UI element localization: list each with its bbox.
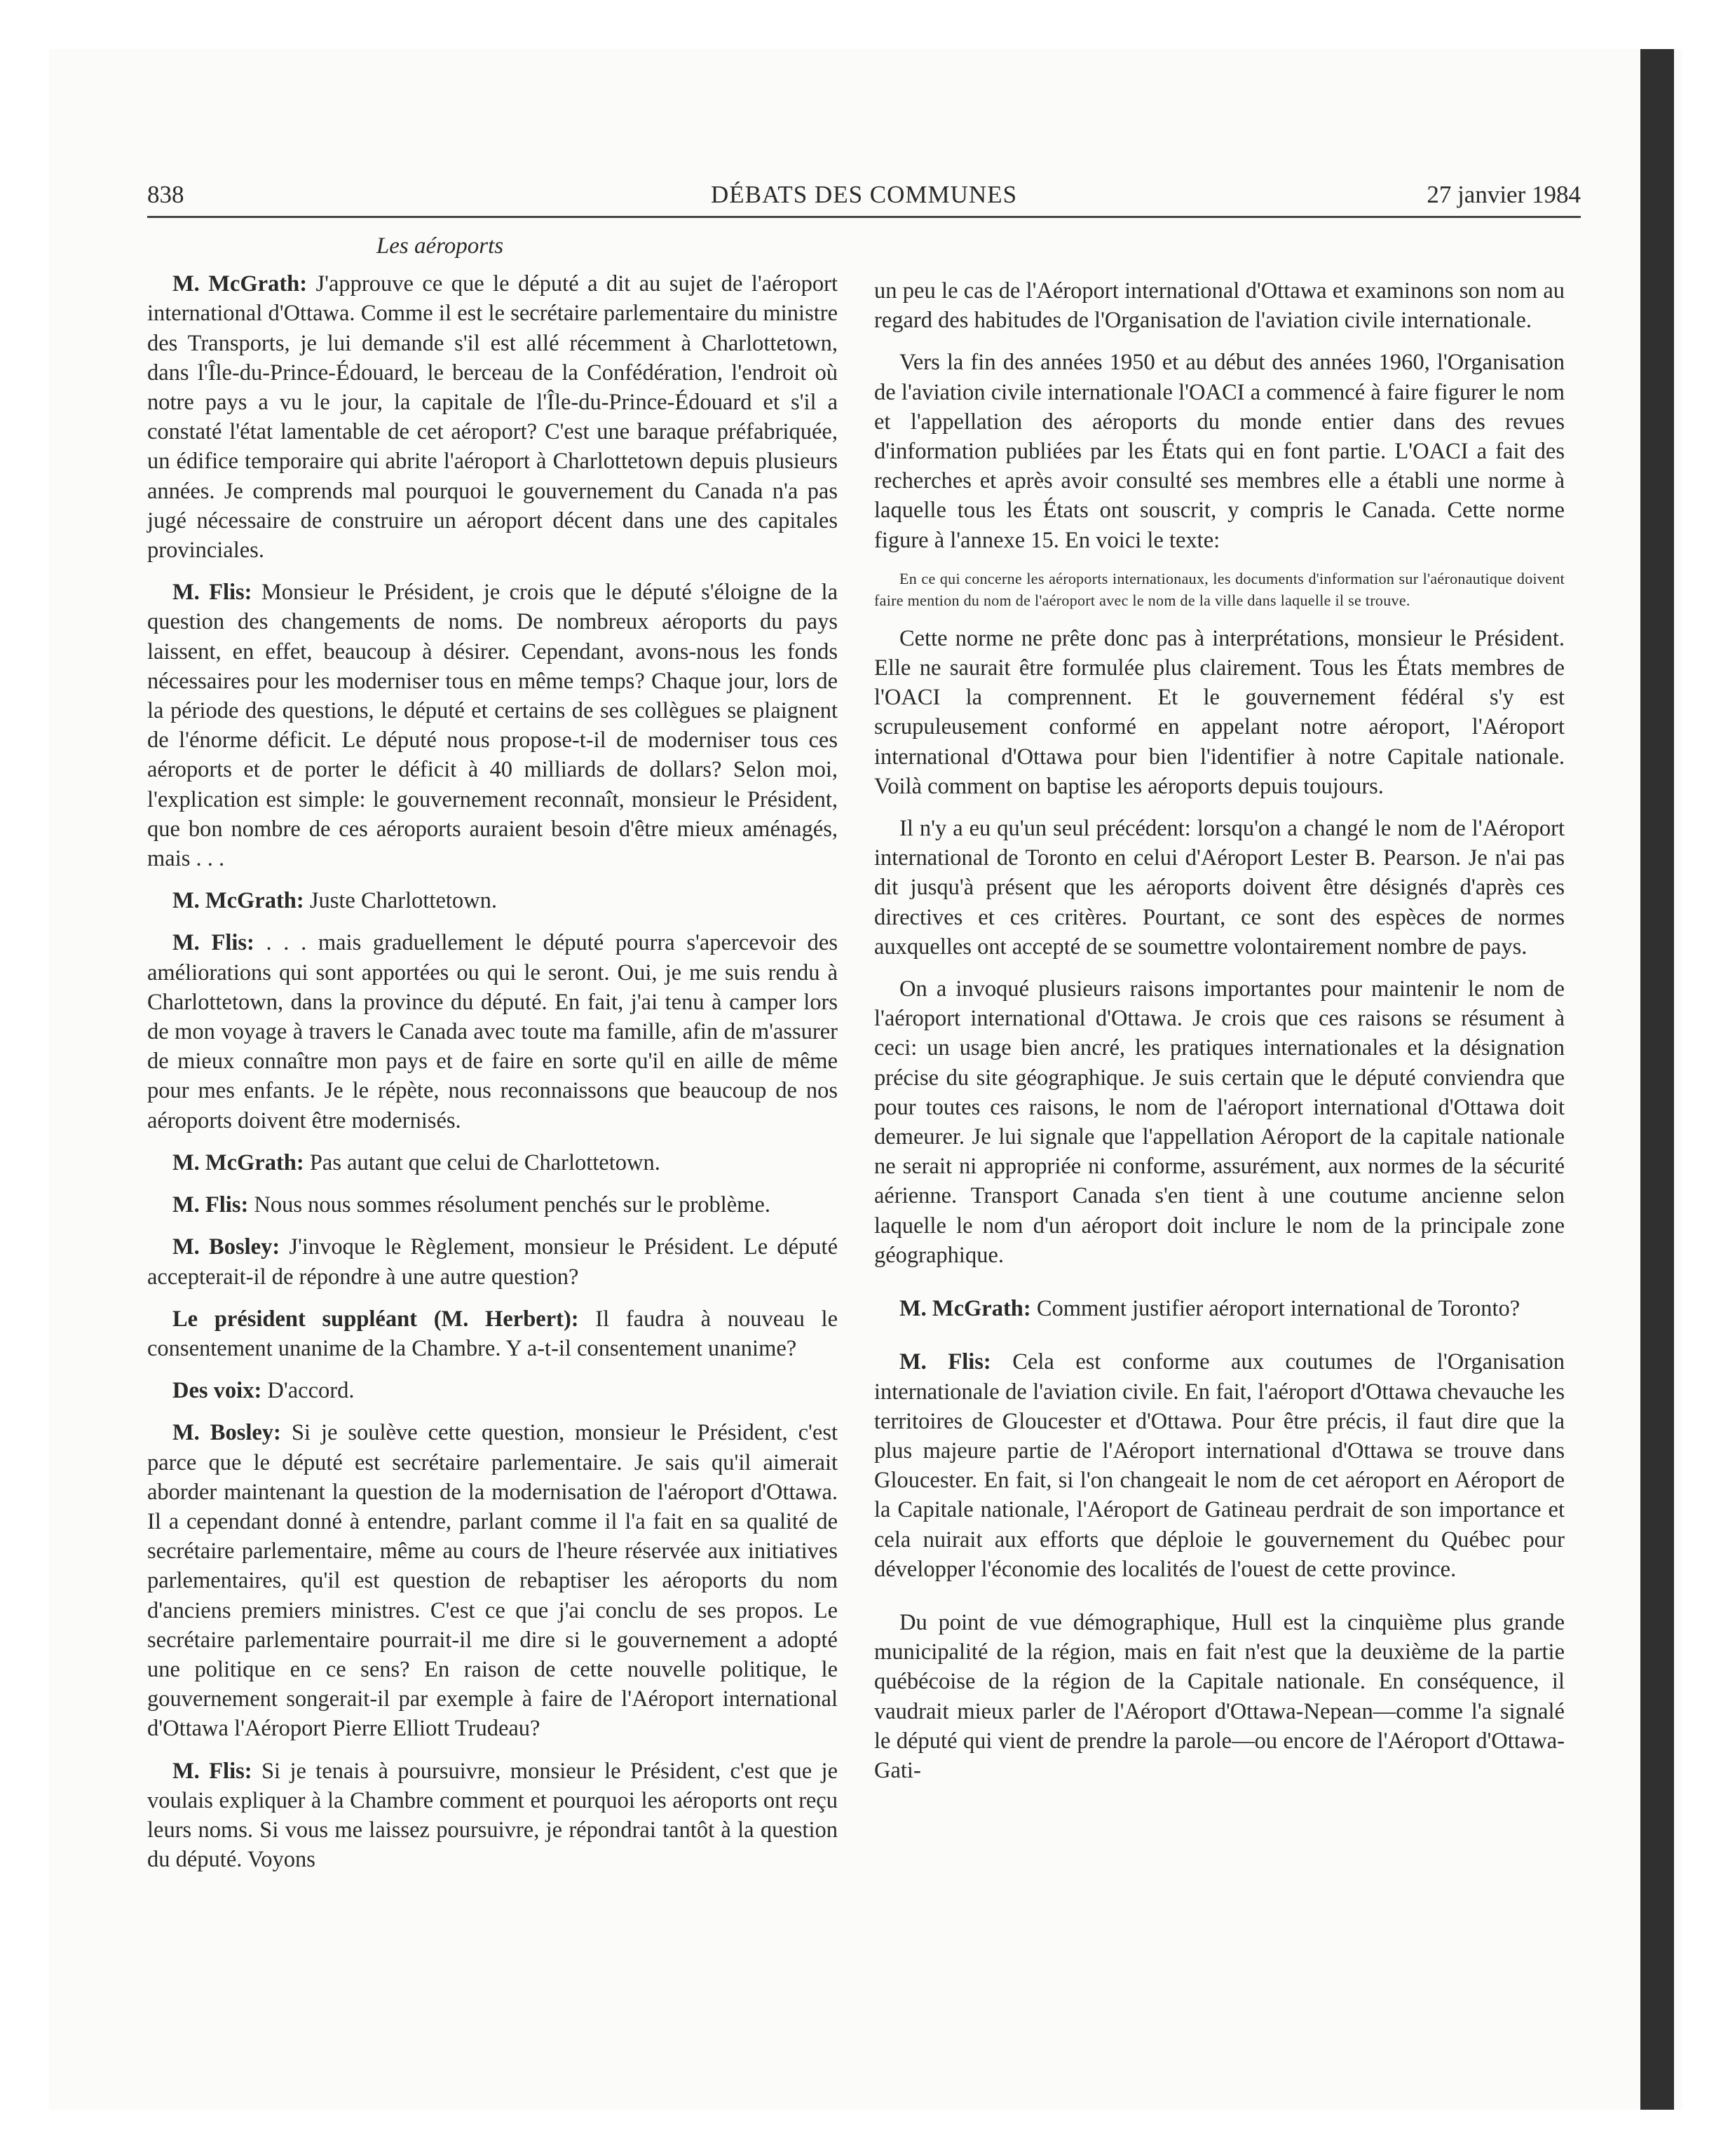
header-date: 27 janvier 1984 [1427,181,1581,208]
speech-text: Il faudra à nouveau le consentement unanime de la Chambre. Y a-t-il consentement unanime? [147,1306,838,1361]
speaker-name: M. Flis: [172,930,254,956]
paragraph: un peu le cas de l'Aéroport international d'Ottawa et examinons son nom au regard des habitudes de l'Organisation de l'aviation civile internationale. [874,278,1565,334]
paragraph: Il n'y a eu qu'un seul précédent: lorsqu'on a changé le nom de l'Aéroport international de Toronto en celui d'Aéroport Lester B. Pearson. Je n'ai pas dit jusqu'à présent que les aéroports doivent être désignés d'après ces directives et ces critères. Pourtant, ce sont des espèces de normes auxquelles ont accepté de se soumettre volontairement nombre de pays. [874,816,1565,960]
left-column [147,231,838,1887]
speaker-name: M. Flis: [172,580,252,606]
page-number: 838 [147,181,184,208]
binding-edge [1640,49,1674,2110]
section-title: Les aéroports [376,233,504,259]
running-header [147,181,1581,218]
paragraph [147,1148,838,1178]
speech-text: Pas autant que celui de Charlottetown. [304,1149,660,1175]
paragraph: Du point de vue démographique, Hull est la cinquième plus grande municipalité de la région, mais en fait n'est que la deuxième de la partie québécoise de la région de la Capitale nationale. En conséquence, il vaudrait mieux parler de l'Aéroport d'Ottawa-Nepean—comme l'a signalé le député qui vient de prendre la parole—ou encore de l'Aéroport d'Ottawa-Gati- [874,1609,1565,1783]
block-quote: En ce qui concerne les aéroports internationaux, les documents d'information sur l'aéronautique doivent faire mention du nom de l'aéroport avec le nom de la ville dans laquelle il se trouve. [874,569,1565,609]
speaker-name: M. McGrath: [172,271,308,297]
paragraph [147,1304,838,1363]
paragraph [147,269,838,565]
speech-text: D'accord. [261,1378,355,1404]
speech-text: Juste Charlottetown. [304,888,498,914]
speaker-name: M. Flis: [172,1758,252,1784]
speech-text: Comment justifier aéroport international de Toronto? [1030,1296,1520,1322]
speech-text: J'approuve ce que le député a dit au sujet de l'aéroport international d'Ottawa. Comme il est le secrétaire parlementaire du ministre des Transports, je lui demande s'il est allé récemment à Charlottetown, dans l'Île-du-Prince-Édouard, le berceau de la Confédération, l'endroit où notre pays a vu le jour, la capitale de l'Île-du-Prince-Édouard et s'il a constaté l'état lamentable de cet aéroport? C'est une baraque préfabriquée, un édifice temporaire qui abrite l'aéroport à Charlottetown depuis plusieurs années. Je comprends mal pourquoi le gouvernement du Canada n'a pas jugé nécessaire de construire un aéroport décent dans une des capitales provinciales. [147,271,838,564]
paragraph [874,1347,1565,1584]
paragraph [147,578,838,873]
paragraph: Cette norme ne prête donc pas à interprétations, monsieur le Président. Elle ne saurait être formulée plus clairement. Tous les États membres de l'OACI la comprennent. Et le gouvernement fédéral s'y est scrupuleusement conformé en appelant notre aéroport, l'Aéroport international d'Ottawa pour bien l'identifier à notre Capitale nationale. Voilà comment on baptise les aéroports depuis toujours. [874,625,1565,799]
paragraph [147,1232,838,1291]
speaker-name: M. McGrath: [899,1296,1031,1322]
publication-title: DÉBATS DES COMMUNES [710,181,1018,208]
speech-text: Monsieur le Président, je crois que le député s'éloigne de la question des changements de noms. De nombreux aéroports du pays laissent, en effet, beaucoup à désirer. Cependant, avons-nous les fonds nécessaires pour les moderniser tous en même temps? Chaque jour, lors de la période des questions, le député et certains de ses collègues se plaignent de l'énorme déficit. Le député nous propose-t-il de moderniser tous ces aéroports et de porter le déficit à 40 milliards de dollars? Selon moi, l'explication est simple: le gouvernement reconnaît, monsieur le Président, que bon nombre de ces aéroports auraient besoin d'être mieux aménagés, mais . . . [147,580,838,872]
speaker-name: M. Bosley: [172,1234,280,1260]
paragraph [147,1190,838,1220]
paragraph [874,1294,1565,1323]
paragraph: Vers la fin des années 1950 et au début des années 1960, l'Organisation de l'aviation civile internationale l'OACI a commencé à faire figurer le nom et l'appellation des aéroports du monde entier dans des revues d'information publiées par les États qui en font partie. L'OACI a fait des recherches et après avoir consulté ses membres elle a établi une norme à laquelle tous les États ont souscrit, y compris le Canada. Cette norme figure à l'annexe 15. En voici le texte: [874,350,1565,553]
speech-text: Si je soulève cette question, monsieur le Président, c'est parce que le député est secrétaire parlementaire. Je sais qu'il aimerait aborder maintenant la question de la modernisation de l'aéroport d'Ottawa. Il a cependant donné à entendre, parlant comme il l'a fait en sa qualité de secrétaire parlementaire, même au cours de l'heure réservée aux initiatives parlementaires, qu'il est question de rebaptiser les aéroports du nom d'anciens premiers ministres. C'est ce que j'ai conclu de ses propos. Le secrétaire parlementaire pourrait-il me dire si le gouvernement a adopté une politique en ce sens? En raison de cette nouvelle politique, le gouvernement songerait-il par exemple à faire de l'Aéroport international d'Ottawa l'Aéroport Pierre Elliott Trudeau? [147,1420,838,1742]
speaker-name: M. McGrath: [172,888,304,914]
speaker-name: Le président suppléant (M. Herbert): [172,1306,579,1332]
paragraph [147,886,838,915]
paragraph [147,928,838,1135]
right-column [874,276,1565,1798]
speech-text: Si je tenais à poursuivre, monsieur le Président, c'est que je voulais expliquer à la Chambre comment et pourquoi les aéroports ont reçu leurs noms. Si vous me laissez poursuivre, je répondrai tantôt à la question du député. Voyons [147,1758,838,1873]
speaker-name: Des voix: [172,1378,262,1404]
speech-text: J'invoque le Règlement, monsieur le Président. Le député accepterait-il de répondre à une autre question? [147,1234,838,1290]
paragraph [147,1756,838,1875]
paragraph: On a invoqué plusieurs raisons importantes pour maintenir le nom de l'aéroport international d'Ottawa. Je crois que ces raisons se résument à ceci: un usage bien ancré, les pratiques internationales et la désignation précise du site géographique. Je suis certain que le député conviendra que pour toutes ces raisons, le nom de l'aéroport international d'Ottawa doit demeurer. Je lui signale que l'appellation Aéroport de la capitale nationale ne serait ni appropriée ni conforme, assurément, aux normes de la sécurité aérienne. Transport Canada s'en tient à une coutume ancienne selon laquelle le nom d'un aéroport doit inclure le nom de la principale zone géographique. [874,976,1565,1268]
speaker-name: M. McGrath: [172,1149,304,1175]
speech-text: Nous nous sommes résolument penchés sur le problème. [248,1192,770,1218]
speaker-name: M. Flis: [172,1192,249,1218]
speaker-name: M. Flis: [899,1349,991,1375]
paragraph [147,1376,838,1405]
speaker-name: M. Bosley: [172,1420,281,1446]
paragraph [147,1418,838,1743]
speech-text: . . . mais graduellement le député pourra s'apercevoir des améliorations qui sont apportées ou qui le seront. Oui, je me suis rendu à Charlottetown, dans la province du député. En fait, j'ai tenu à camper lors de mon voyage à travers le Canada avec toute ma famille, afin de m'assurer de mieux connaître mon pays et de faire en sorte qu'il en aille de même pour mes enfants. Je le répète, nous reconnaissons que beaucoup de nos aéroports doivent être modernisés. [147,930,838,1133]
speech-text: Cela est conforme aux coutumes de l'Organisation internationale de l'aviation civile. En fait, l'aéroport d'Ottawa chevauche les territoires de Gloucester et d'Ottawa. Pour être précis, il faut dire que la plus majeure partie de l'Aéroport international d'Ottawa se trouve dans Gloucester. En fait, si l'on changeait le nom de cet aéroport en Aéroport de la Capitale nationale, l'Aéroport de Gatineau perdrait de son importance et cela nuirait aux efforts que déploie le gouvernement du Québec pour développer l'économie des localités de l'ouest de cette province. [874,1349,1565,1582]
